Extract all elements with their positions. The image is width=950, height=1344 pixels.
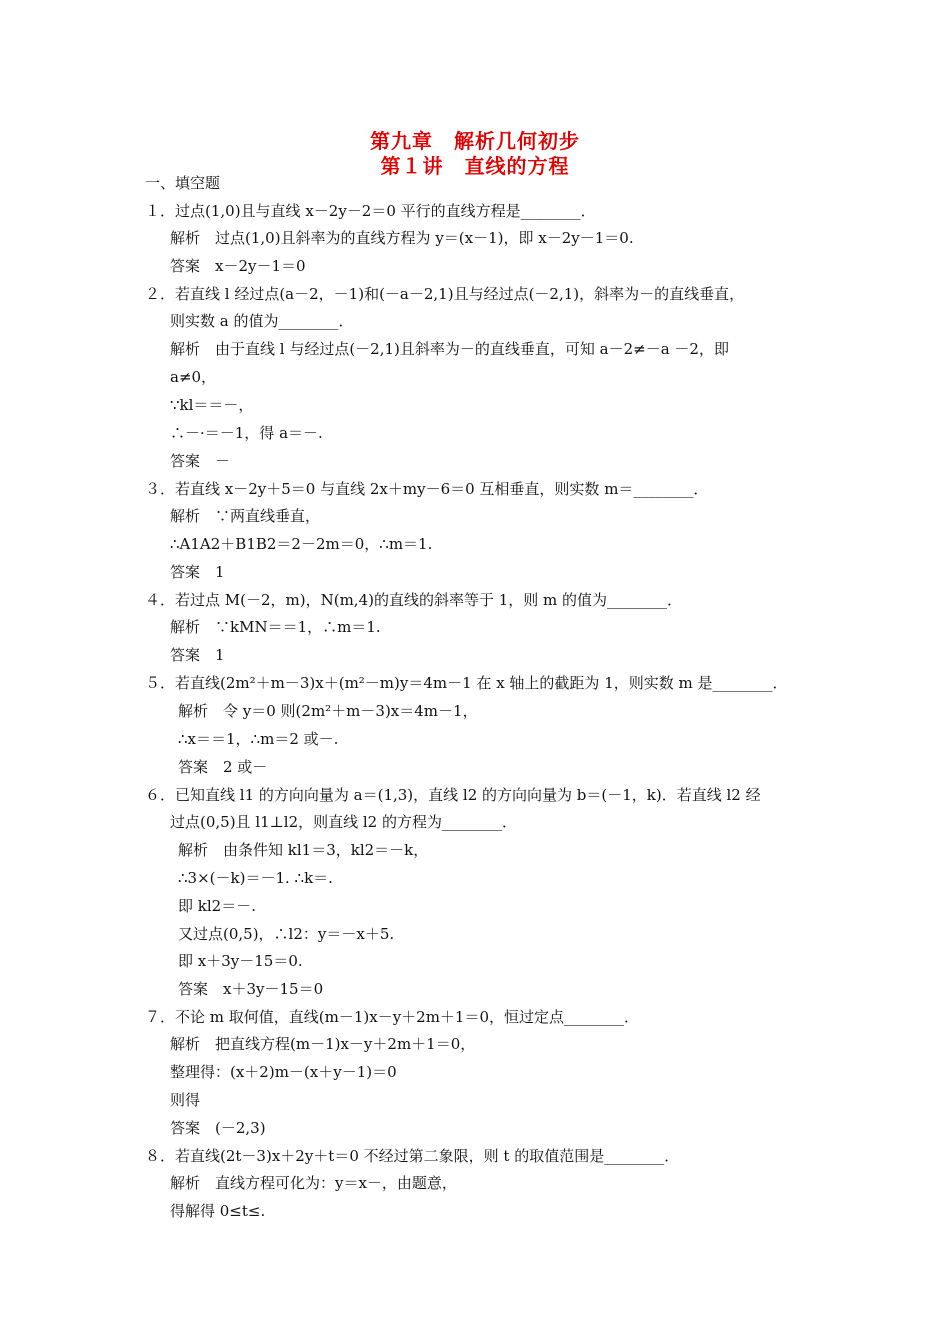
answer-1: 答案 x－2y－1＝0 — [170, 257, 306, 275]
chapter-title: 第九章 解析几何初步 — [370, 129, 580, 153]
answer-5: 答案 2 或－ — [178, 758, 268, 776]
question-3: ３．若直线 x－2y＋5＝0 与直线 2x＋my－6＝0 互相垂直，则实数 m＝________． — [145, 480, 709, 498]
answer-7: 答案 (－2,3) — [170, 1119, 266, 1137]
answer-2: 答案 － — [170, 452, 231, 470]
analysis-2: 解析 由于直线 l 与经过点(－2,1)且斜率为－的直线垂直，可知 a－2≠－a －2，即 — [170, 340, 729, 358]
analysis-2-line: ∴－·＝－1，得 a＝－. — [170, 424, 323, 442]
analysis-6-line: ∴3×(－k)＝－1. ∴k＝. — [178, 869, 333, 887]
answer-4: 答案 1 — [170, 646, 225, 664]
answer-6: 答案 x＋3y－15＝0 — [178, 980, 324, 998]
analysis-1: 解析 过点(1,0)且斜率为的直线方程为 y＝(x－1)，即 x－2y－1＝0. — [170, 229, 634, 247]
answer-3: 答案 1 — [170, 563, 225, 581]
analysis-2-line: ∵kl＝＝－， — [170, 396, 254, 414]
analysis-2-line: a≠0， — [170, 368, 217, 386]
analysis-4: 解析 ∵kMN＝＝1，∴m＝1. — [170, 618, 381, 636]
question-5: ５．若直线(2m²＋m－3)x＋(m²－m)y＝4m－1 在 x 轴上的截距为 1，则实数 m 是________． — [145, 674, 788, 692]
analysis-6: 解析 由条件知 kl1＝3，kl2＝－k， — [178, 841, 429, 859]
question-6: ６．已知直线 l1 的方向向量为 a＝(1,3)，直线 l2 的方向向量为 b＝(－1，k)．若直线 l2 经 — [145, 786, 761, 804]
question-8: ８．若直线(2t－3)x＋2y＋t＝0 不经过第二象限，则 t 的取值范围是________． — [145, 1147, 680, 1165]
analysis-6-line: 又过点(0,5)，∴l2：y＝－x＋5. — [178, 925, 395, 943]
question-6-cont: 过点(0,5)且 l1⊥l2，则直线 l2 的方程为________． — [170, 813, 517, 831]
question-1: １．过点(1,0)且与直线 x－2y－2＝0 平行的直线方程是________． — [145, 202, 596, 220]
analysis-5: 解析 令 y＝0 则(2m²＋m－3)x＝4m－1， — [178, 702, 478, 720]
analysis-3-line: ∴A1A2＋B1B2＝2－2m＝0，∴m＝1. — [170, 535, 433, 553]
analysis-7: 解析 把直线方程(m－1)x－y＋2m＋1＝0， — [170, 1035, 476, 1053]
analysis-7-line: 则得 — [170, 1091, 201, 1109]
question-4: ４．若过点 M(－2，m)，N(m,4)的直线的斜率等于 1，则 m 的值为________． — [145, 591, 683, 609]
analysis-5-line: ∴x＝＝1，∴m＝2 或－. — [178, 730, 339, 748]
section-heading: 一、填空题 — [145, 174, 221, 192]
lecture-title: 第１讲 直线的方程 — [380, 154, 570, 178]
analysis-3: 解析 ∵两直线垂直， — [170, 507, 321, 525]
question-2-cont: 则实数 a 的值为________． — [170, 312, 354, 330]
analysis-7-line: 整理得：(x＋2)m－(x＋y－1)＝0 — [170, 1063, 397, 1081]
question-7: ７．不论 m 取何值，直线(m－1)x－y＋2m＋1＝0，恒过定点________． — [145, 1008, 640, 1026]
analysis-8-line: 得解得 0≤t≤. — [170, 1202, 266, 1220]
analysis-6-line: 即 x＋3y－15＝0. — [178, 952, 303, 970]
analysis-8: 解析 直线方程可化为：y＝x－，由题意， — [170, 1174, 457, 1192]
question-2: ２．若直线 l 经过点(a－2，－1)和(－a－2,1)且与经过点(－2,1)，斜率为－的直线垂直， — [145, 285, 745, 303]
analysis-6-line: 即 kl2＝－. — [178, 897, 256, 915]
